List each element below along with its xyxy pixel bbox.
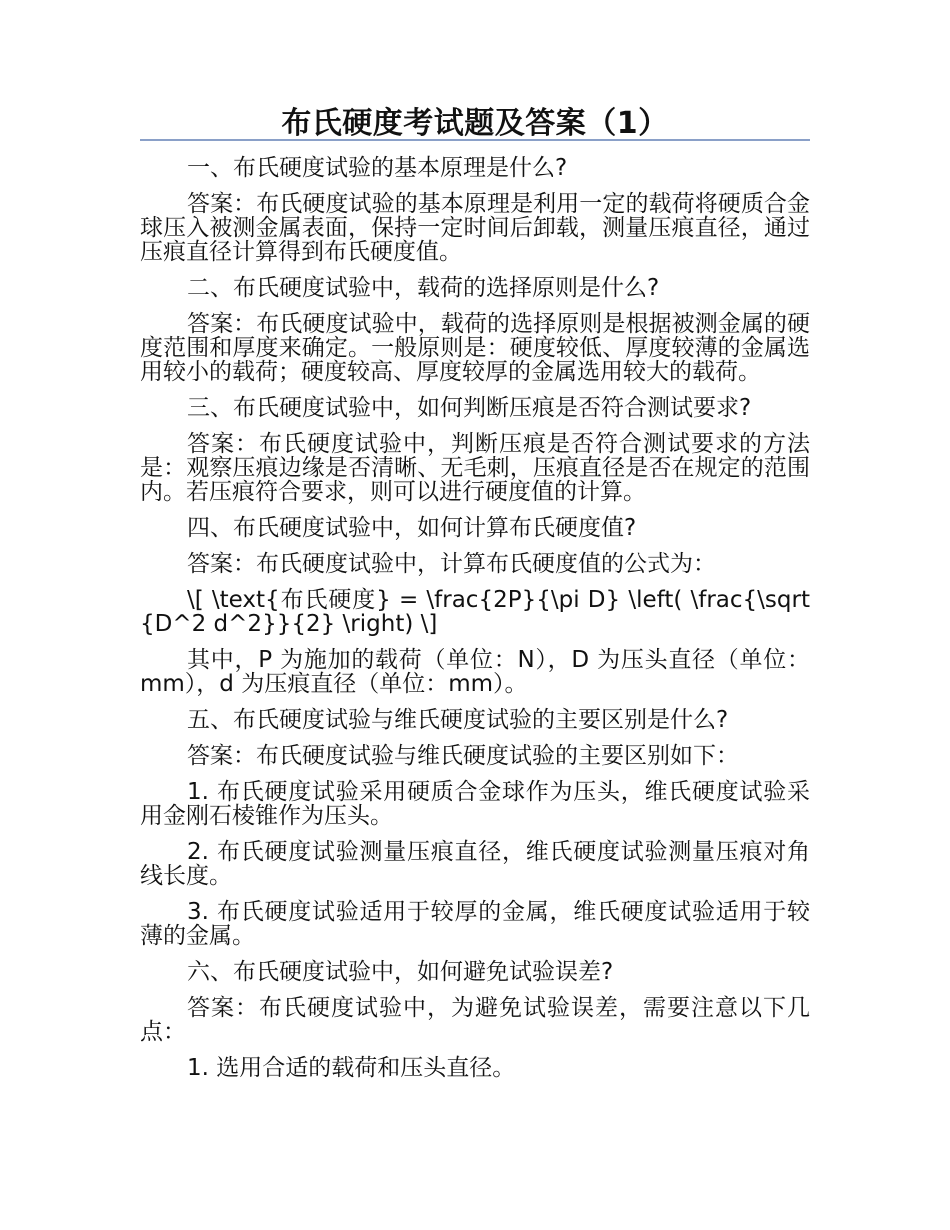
question-4: 四、布氏硬度试验中，如何计算布氏硬度值? (187, 515, 637, 541)
answer-5-item-2: 2. 布氏硬度试验测量压痕直径，维氏硬度试验测量压痕对角线长度。 (140, 839, 810, 889)
answer-6: 答案：布氏硬度试验中，为避免试验误差，需要注意以下几点： (140, 995, 810, 1045)
answer-6-item-1: 1. 选用合适的载荷和压头直径。 (187, 1055, 516, 1081)
answer-5: 答案：布氏硬度试验与维氏硬度试验的主要区别如下： (187, 743, 739, 769)
question-5: 五、布氏硬度试验与维氏硬度试验的主要区别是什么? (187, 707, 729, 733)
formula-text: \[ \text{布氏硬度} = \frac{2P}{\pi D} \left( \frac{\sqrt{D^2 d^2}}{2} \right) \] (140, 587, 810, 637)
question-6: 六、布氏硬度试验中，如何避免试验误差? (187, 959, 614, 985)
answer-4: 答案：布氏硬度试验中，计算布氏硬度值的公式为： (187, 551, 716, 577)
document-body (140, 156, 810, 1092)
answer-3: 答案：布氏硬度试验中，判断压痕是否符合测试要求的方法是：观察压痕边缘是否清晰、无毛刺，压痕直径是否在规定的范围内。若压痕符合要求，则可以进行硬度值的计算。 (140, 431, 810, 505)
answer-2: 答案：布氏硬度试验中，载荷的选择原则是根据被测金属的硬度范围和厚度来确定。一般原则是：硬度较低、厚度较薄的金属选用较小的载荷；硬度较高、厚度较厚的金属选用较大的载荷。 (140, 311, 810, 385)
document-title: 布氏硬度考试题及答案（1） (281, 106, 669, 141)
question-2: 二、布氏硬度试验中，载荷的选择原则是什么? (187, 275, 660, 301)
answer-5-item-1: 1. 布氏硬度试验采用硬质合金球作为压头，维氏硬度试验采用金刚石棱锥作为压头。 (140, 779, 810, 829)
title-underline (140, 139, 810, 141)
formula-explanation: 其中，P 为施加的载荷（单位：N），D 为压头直径（单位：mm），d 为压痕直径（单位：mm）。 (140, 647, 810, 697)
answer-1: 答案：布氏硬度试验的基本原理是利用一定的载荷将硬质合金球压入被测金属表面，保持一定时间后卸载，测量压痕直径，通过压痕直径计算得到布氏硬度值。 (140, 191, 810, 265)
question-3: 三、布氏硬度试验中，如何判断压痕是否符合测试要求? (187, 395, 752, 421)
answer-5-item-3: 3. 布氏硬度试验适用于较厚的金属，维氏硬度试验适用于较薄的金属。 (140, 899, 810, 949)
question-1: 一、布氏硬度试验的基本原理是什么? (187, 155, 568, 181)
